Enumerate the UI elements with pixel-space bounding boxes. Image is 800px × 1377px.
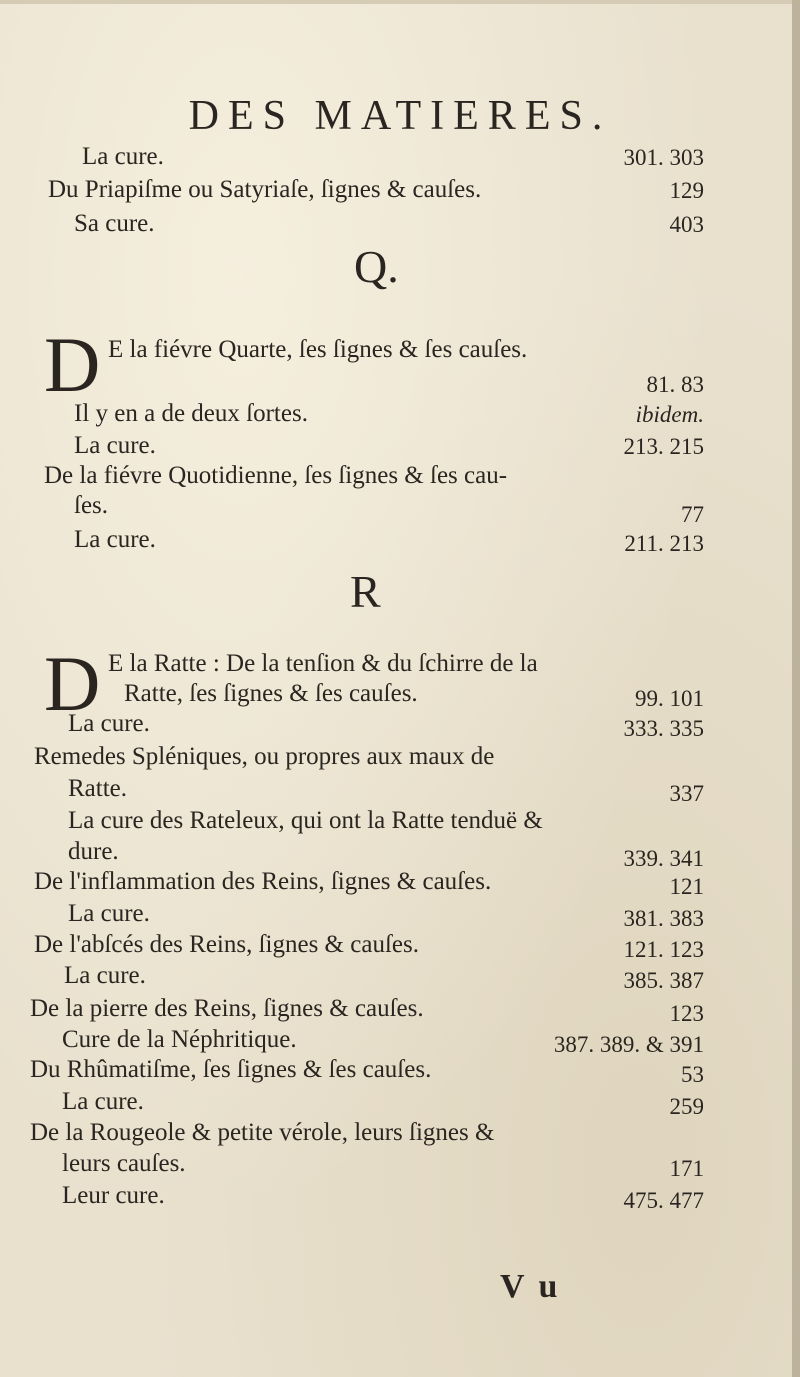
page-ref: 333. 335 [623, 716, 704, 741]
drop-cap: D [44, 321, 101, 408]
index-entry: Leur cure. [62, 1182, 165, 1209]
page-ref: 387. 389. & 391 [553, 1032, 704, 1057]
page-ref: 213. 215 [623, 434, 704, 459]
page-ref: 381. 383 [623, 906, 704, 931]
index-entry: Du Priapiſme ou Satyriaſe, ſignes & cauſes. [48, 176, 482, 203]
index-entry: De la pierre des Reins, ſignes & cauſes. [30, 995, 424, 1022]
index-entry: De l'abſcés des Reins, ſignes & cauſes. [34, 931, 419, 958]
index-entry: Sa cure. [74, 210, 155, 237]
page-ref: ibidem. [635, 402, 704, 427]
index-entry: Du Rhûmatiſme, ſes ſignes & ſes cauſes. [30, 1056, 432, 1083]
page-top-edge [0, 0, 800, 4]
page-ref: 403 [669, 212, 704, 237]
page-ref: 99. 101 [635, 686, 704, 711]
index-entry: La cure des Rateleux, qui ont la Ratte tenduë & [68, 807, 543, 834]
page-ref: 259 [669, 1094, 704, 1119]
drop-cap: D [44, 640, 101, 727]
index-entry: La cure. [74, 432, 156, 459]
index-entry: La cure. [74, 526, 156, 553]
page-ref: 129 [669, 178, 704, 203]
index-entry: Remedes Spléniques, ou propres aux maux de [34, 743, 495, 770]
index-entry: Ratte. [68, 775, 128, 802]
index-entry: La cure. [68, 900, 150, 927]
index-entry: Il y en a de deux ſortes. [74, 400, 308, 427]
page-ref: 121. 123 [623, 937, 704, 962]
page-ref: 211. 213 [624, 531, 704, 556]
index-entry: E la fiévre Quarte, ſes ſignes & ſes cauſes. [108, 336, 528, 363]
index-entry: ſes. [74, 492, 109, 519]
index-entry: Cure de la Néphritique. [62, 1026, 297, 1053]
page-ref: 385. 387 [623, 968, 704, 993]
page-ref: 171 [669, 1156, 704, 1181]
page-title: DES MATIERES. [188, 93, 612, 139]
page-ref: 77 [681, 502, 704, 527]
page-ref: 121 [669, 874, 704, 899]
page-ref: 53 [681, 1062, 704, 1087]
page-ref: 475. 477 [623, 1188, 704, 1213]
index-entry: La cure. [82, 143, 164, 170]
index-entry: De la Rougeole & petite vérole, leurs ſignes & [30, 1119, 495, 1146]
section-letter-q: Q. [354, 241, 399, 292]
index-entry: De la fiévre Quotidienne, ſes ſignes & ſes cau- [44, 462, 508, 489]
index-entry: La cure. [62, 1088, 144, 1115]
section-letter-r: R [350, 566, 381, 617]
page-ref: 81. 83 [646, 372, 704, 397]
index-entry: leurs cauſes. [62, 1150, 186, 1177]
page-ref: 337 [669, 781, 704, 806]
page-ref: 123 [669, 1001, 704, 1026]
index-entry: La cure. [68, 710, 150, 737]
index-entry: La cure. [64, 962, 146, 989]
index-entry: dure. [68, 838, 119, 865]
page-ref: 339. 341 [623, 846, 704, 871]
page-ref: 301. 303 [623, 145, 704, 170]
index-entry: De l'inflammation des Reins, ſignes & cauſes. [34, 868, 492, 895]
index-entry: E la Ratte : De la tenſion & du ſchirre de la [108, 650, 538, 677]
index-entry: Ratte, ſes ſignes & ſes cauſes. [124, 680, 418, 707]
page-right-edge [792, 0, 800, 1377]
catchword: V u [500, 1268, 561, 1305]
